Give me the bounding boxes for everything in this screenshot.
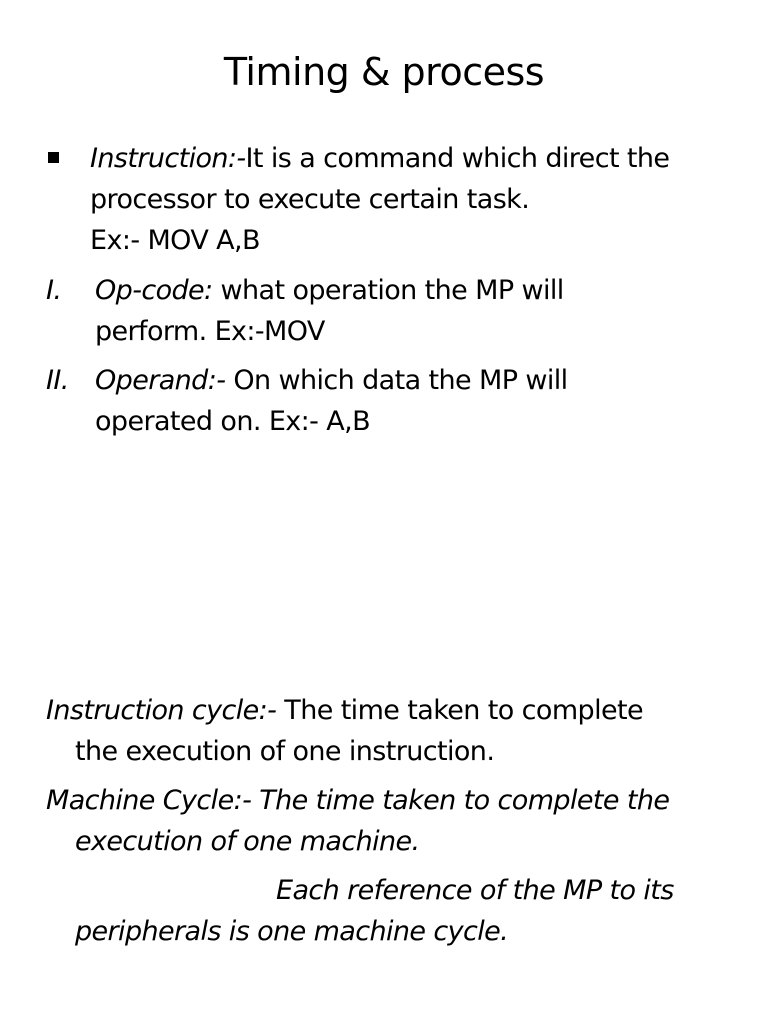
instruction-example: Ex:- MOV A,B xyxy=(90,225,260,256)
instruction-item xyxy=(0,138,768,268)
instruction-definition-2: processor to execute certain task. xyxy=(90,184,530,215)
operand-text-2: operated on. Ex:- A,B xyxy=(95,406,371,437)
instruction-cycle-term: Instruction cycle:- xyxy=(46,695,277,726)
operand-marker: II. xyxy=(46,365,69,396)
operand-item xyxy=(0,360,768,444)
instruction-cycle-item xyxy=(0,690,768,774)
machine-cycle-text-1: Machine Cycle:- The time taken to complete the xyxy=(46,785,670,816)
instruction-line-1 xyxy=(90,138,669,179)
instruction-cycle-text-1: The time taken to complete xyxy=(276,695,643,726)
machine-cycle-text-4: peripherals is one machine cycle. xyxy=(75,916,509,947)
instruction-cycle-line-1 xyxy=(46,690,643,731)
instruction-cycle-text-2: the execution of one instruction. xyxy=(75,736,495,767)
opcode-marker: I. xyxy=(46,275,62,306)
slide-title: Timing & process xyxy=(223,50,545,94)
operand-term: Operand:- xyxy=(95,365,226,396)
opcode-item xyxy=(0,270,768,354)
opcode-text-1: what operation the MP will xyxy=(212,275,564,306)
instruction-definition-1: It is a command which direct the xyxy=(245,143,670,174)
operand-line-1 xyxy=(95,360,568,401)
operand-text-1: On which data the MP will xyxy=(225,365,568,396)
machine-cycle-text-3: Each reference of the MP to its xyxy=(276,875,674,906)
opcode-text-2: perform. Ex:-MOV xyxy=(95,316,325,347)
instruction-term: Instruction:- xyxy=(90,143,246,174)
opcode-term: Op-code: xyxy=(95,275,213,306)
machine-cycle-item xyxy=(0,780,768,952)
opcode-line-1 xyxy=(95,270,564,311)
machine-cycle-text-2: execution of one machine. xyxy=(75,826,420,857)
